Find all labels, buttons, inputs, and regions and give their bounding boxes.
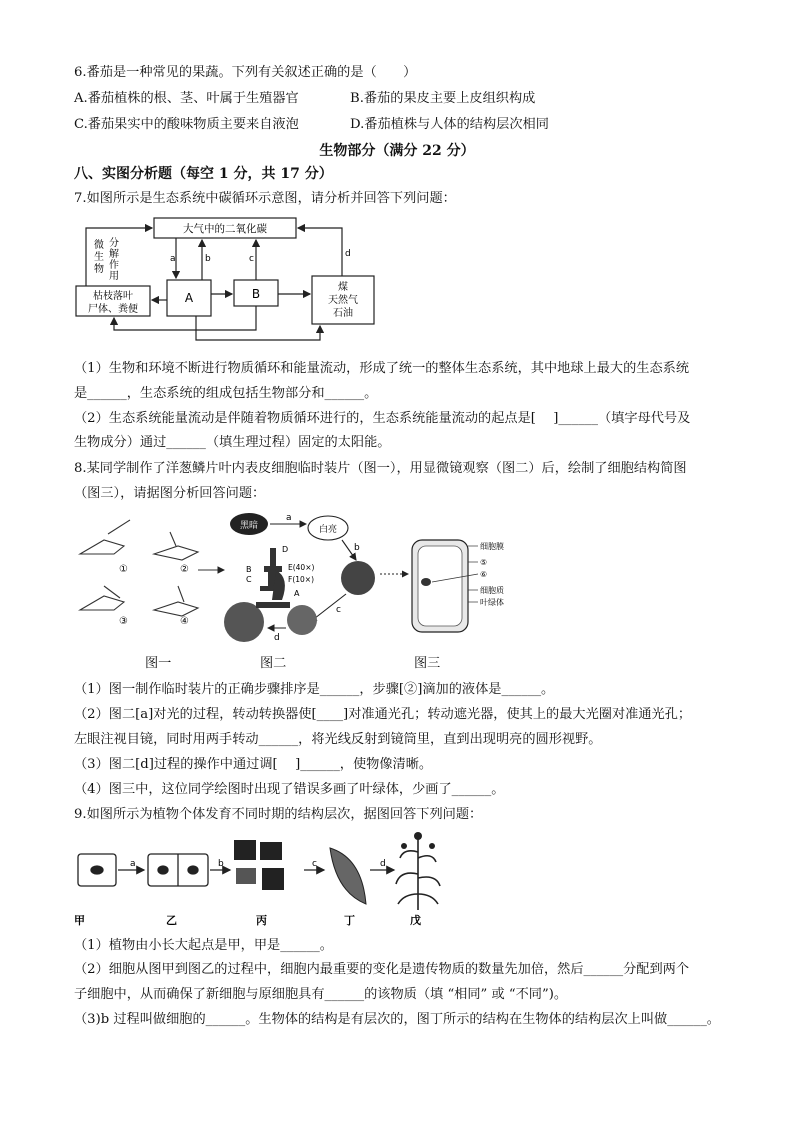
- coal-label: 煤: [338, 282, 348, 293]
- decomposer-label-2: 生: [94, 252, 104, 263]
- cytoplasm-label: 细胞质: [480, 586, 504, 595]
- arrow-d-label: d: [345, 249, 351, 259]
- nucleus-jia: [91, 866, 103, 874]
- cell-part-6-label: ⑥: [480, 570, 488, 579]
- q8-stem-line1: 8.某同学制作了洋葱鳞片叶内表皮细胞临时装片（图一），用显微镜观察（图二）后，绘制了细胞结构简图: [74, 461, 687, 476]
- q6-option-d: D.番茄植株与人体的结构层次相同: [350, 117, 549, 132]
- q9-part2-line2: 子细胞中，从而确保了新细胞与原细胞具有______的该物质（填 “相同” 或 “不同”)。: [74, 987, 568, 1002]
- process-a-label: a: [286, 513, 292, 523]
- process-b-label: b: [354, 543, 360, 553]
- q7-part2-line2: 生物成分）通过______（填生理过程）固定的太阳能。: [74, 435, 391, 450]
- part-a-label: A: [294, 589, 300, 598]
- decomposer-label-3: 物: [94, 264, 104, 275]
- step-2-label: ②: [180, 564, 189, 575]
- q9-stem: 9.如图所示为植物个体发育不同时期的结构层次，据图回答下列问题：: [74, 807, 483, 822]
- process-b-label-q9: b: [218, 859, 224, 869]
- process-a-label-q9: a: [130, 859, 136, 869]
- label-bing: 丙: [256, 914, 267, 927]
- natural-gas-label: 天然气: [328, 295, 358, 306]
- plant-body-wu: [396, 838, 440, 910]
- mid-image-circle: [287, 605, 317, 635]
- arrow-a-label: a: [170, 254, 176, 264]
- carcass-label: 尸体、粪便: [88, 304, 138, 315]
- part-b-label: B: [246, 565, 252, 574]
- q7-part1-line2: 是______，生态系统的组成包括生物部分和______。: [74, 386, 378, 401]
- figure-one-caption: 图一: [145, 656, 172, 671]
- q8-part1: （1）图一制作临时装片的正确步骤排序是______，步骤[②]滴加的液体是______。: [74, 682, 555, 697]
- leaf-organ-ding: [330, 848, 366, 904]
- part-d-label: D: [282, 545, 289, 554]
- q9-part1: （1）植物由小长大起点是甲，甲是______。: [74, 938, 333, 953]
- plant-structure-levels-diagram: [74, 828, 444, 928]
- step-1-label: ①: [119, 564, 128, 575]
- bright-field-label: 白亮: [318, 525, 338, 535]
- objective-f-label: F(10×): [288, 575, 314, 584]
- label-wu: 戊: [410, 914, 421, 927]
- q9-part2-line1: （2）细胞从图甲到图乙的过程中，细胞内最重要的变化是遗传物质的数量先加倍，然后______分配到两个: [74, 962, 690, 977]
- q7-part1-line1: （1）生物和环境不断进行物质循环和能量流动，形成了统一的整体生态系统，其中地球上最大的生态系统: [74, 361, 690, 376]
- q6-option-b: B.番茄的果皮主要上皮组织构成: [350, 91, 536, 106]
- decomposer-label-1: 微: [94, 240, 104, 251]
- q7-part2-line1: （2）生态系统能量流动是伴随着物质循环进行的，生态系统能量流动的起点是[ ]______（填字母代号及: [74, 411, 691, 426]
- decomposition-label-3: 作: [109, 260, 119, 271]
- cell-vacuole: [418, 546, 462, 626]
- q8-stem-line2: （图三），请据图分析回答问题：: [74, 486, 266, 501]
- atmosphere-label: 大气中的二氧化碳: [183, 223, 267, 235]
- decomposition-label-2: 解: [109, 249, 119, 260]
- q7-stem: 7.如图所示是生态系统中碳循环示意图，请分析并回答下列问题：: [74, 191, 456, 206]
- litter-label: 枯枝落叶: [93, 291, 133, 302]
- cell-part-5-label: ⑤: [480, 558, 488, 567]
- figure-three-caption: 图三: [414, 656, 441, 671]
- biology-section-title: 生物部分（满分 22 分）: [319, 143, 475, 159]
- organism-b-label: B: [251, 287, 261, 301]
- q8-part2-line2: 左眼注视目镜，同时用两手转动______，将光线反射到镜筒里，直到出现明亮的圆形视野。: [74, 732, 602, 747]
- q6-option-a: A.番茄植株的根、茎、叶属于生殖器官: [74, 91, 299, 106]
- step-4-label: ④: [180, 616, 189, 627]
- cell-membrane-label: 细胞膜: [480, 542, 504, 551]
- process-c-label-q9: c: [312, 859, 317, 869]
- petroleum-label: 石油: [333, 308, 353, 319]
- q6-option-c: C.番茄果实中的酸味物质主要来自液泡: [74, 117, 299, 132]
- part-c-label: C: [246, 575, 252, 584]
- label-ding: 丁: [344, 914, 355, 927]
- process-d-label-q9: d: [380, 859, 386, 869]
- arrow-c-label: c: [249, 254, 254, 264]
- dark-field-label: 黑暗: [239, 521, 259, 531]
- step-3-label: ③: [119, 616, 128, 627]
- q6-stem: 6.番茄是一种常见的果蔬。下列有关叙述正确的是（ ）: [74, 65, 417, 80]
- chloroplast-label: 叶绿体: [480, 598, 504, 607]
- cell-nucleus: [421, 578, 431, 586]
- slide-microscope-figures: [74, 510, 514, 646]
- label-yi: 乙: [166, 914, 177, 927]
- blurry-image-circle: [341, 561, 375, 595]
- arrow-b-label: b: [205, 254, 211, 264]
- decomposition-label-4: 用: [109, 271, 119, 282]
- decomposition-label-1: 分: [109, 238, 119, 249]
- organism-a-label: A: [184, 291, 194, 305]
- slide-preparation-steps: [80, 520, 224, 616]
- carbon-cycle-diagram: [74, 212, 384, 348]
- objective-e-label: E(40×): [288, 563, 315, 572]
- process-c-label: c: [336, 605, 341, 615]
- process-d-label: d: [274, 633, 280, 643]
- q8-part3: （3）图二[d]过程的操作中通过调[ ]______，使物像清晰。: [74, 757, 433, 772]
- tissues-bing: [234, 840, 284, 890]
- q8-part4: （4）图三中，这位同学绘图时出现了错误多画了叶绿体，少画了______。: [74, 782, 505, 797]
- q8-part2-line1: （2）图二[a]对光的过程，转动转换器使[____]对准通光孔；转动遮光器，使其上的最大光圈对准通光孔；: [74, 707, 692, 722]
- q9-part3: （3)b 过程叫做细胞的______。生物体的结构是有层次的，图丁所示的结构在生物体的结构层次上叫做______。: [74, 1012, 720, 1027]
- label-jia: 甲: [74, 914, 85, 927]
- microscope-drawing: [256, 548, 290, 608]
- section-eight-heading: 八、实图分析题（每空 1 分，共 17 分）: [74, 166, 333, 182]
- figure-two-caption: 图二: [260, 656, 287, 671]
